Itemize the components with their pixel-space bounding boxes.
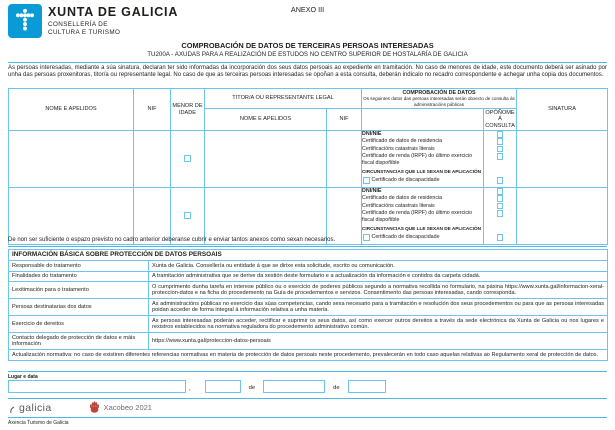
privacy-row [9,316,608,333]
comma-separator: , [189,386,191,392]
comprobacion-title: COMPROBACIÓN DE DATOS [402,90,476,96]
galicia-swoosh-icon [10,402,19,414]
overflow-note: De non ser suficiente o espazo previsto no cadro anterior deberanse cubrir e enviar tantos anexos como sexan necesarios. [8,237,336,243]
titor-nif-cell[interactable] [327,131,362,188]
org-department [48,21,178,36]
footer [10,400,152,415]
comprobacion-spacer-cell [362,108,484,130]
section-divider [8,398,607,399]
privacy-row [9,333,608,350]
privacy-row [9,299,608,316]
oponome-renda-checkbox[interactable] [497,210,504,217]
xacobeo-logo [88,401,152,414]
privacy-table [8,249,608,361]
item-dni-nie: DNI/NIE [362,131,382,138]
agency-name: Axencia Turismo de Galicia [8,420,69,426]
privacy-note: Actualización normativa: no caso de existiren diferentes referencias normativas en materia de protección de datos persoais neste procedemento, prevalecerán en todo caso aquelas relativas ao Regulamento xeral de protección de datos. [9,350,608,361]
titor-nome-cell[interactable] [205,131,327,188]
privacy-label: Exercicio de dereitos [9,316,149,333]
menor-idade-cell [171,188,205,245]
oponome-cell [484,131,517,188]
item-renda: Certificado de renda (IRPF) do último exercicio fiscal dispoñible [362,153,473,167]
discapacidade-label: Certificado de discapacidade [371,234,440,241]
oponome-discapacidade-checkbox[interactable] [497,234,504,241]
menor-idade-checkbox[interactable] [184,155,191,162]
oponome-catastrais-checkbox[interactable] [497,203,504,210]
privacy-label: Contacto delegado de protección de datos e máis información [9,333,149,350]
oponome-renda-checkbox[interactable] [497,153,504,160]
item-catastrais: Certificacións catastrais literais [362,145,435,152]
col-header-oponome: OPÓÑOME Á CONSULTA [485,109,515,129]
discapacidade-label: Certificado de discapacidade [371,177,440,184]
oponome-dni-checkbox[interactable] [497,131,504,138]
anexo-label: ANEXO III [290,5,325,14]
intro-text: As persoas interesadas, mediante a súa sinatura, declaran ter sido informadas da incorporación dos seus datos persoais ao expediente en tramitación. No caso de menores de idade, este documento deberá ser asinado por unha das persoas proxenitoras, titor/a ou representante legal. No caso de que as terceiras persoas interesadas se opoñan a esta consulta, deberán indicalo no recadro correspondente e achegar unha copia dos documentos. [8,65,607,79]
oponome-residencia-checkbox[interactable] [497,138,504,145]
privacy-value: As persoas interesadas poderán acceder, rectificar e suprimir os seus datos, así como exercer outros dereitos a través da sede electrónica da Xunta de Galicia ou nos lugares e rexistros establecidos na normativa reguladora do procedemento administrativo común. [149,316,608,333]
oponome-cell [484,188,517,245]
oponome-discapacidade-checkbox[interactable] [497,177,504,184]
col-header-comprobacion [362,89,517,109]
oponome-dni-checkbox[interactable] [497,188,504,195]
titor-nome-cell[interactable] [205,188,327,245]
col-header-titor-nome: NOME E APELIDOS [205,108,327,130]
privacy-row [9,271,608,282]
privacy-row [9,261,608,272]
interested-person-row-1 [9,131,608,188]
col-header-nif: NIF [134,89,171,131]
privacy-value: A tramitación administrativa que se derive da xestión deste formulario e a actualización da información e contidos da carpeta cidadá. [149,271,608,282]
de-label: de [333,385,340,391]
dept-line-2: CULTURA E TURISMO [48,28,121,36]
discapacidade-item-checkbox[interactable] [363,177,370,184]
titor-nif-cell[interactable] [327,188,362,245]
month-input[interactable] [263,380,325,393]
xacobeo-hand-icon [88,401,101,414]
day-input[interactable] [205,380,241,393]
section-divider [8,62,607,63]
col-header-titor: TITOR/A OU REPRESENTANTE LEGAL [205,89,362,109]
comprobacion-subtitle: Os seguintes datos das persoas interesadas serán obxecto de consulta ás administracións públicas [363,96,515,107]
privacy-label: Finalidades do tratamento [9,271,149,282]
form-procedure-subtitle: TU200A - AXUDAS PARA A REALIZACIÓN DE ESTUDOS NO CENTRO SUPERIOR DE HOSTALARÍA DE GALICIA [147,51,468,58]
oponome-catastrais-checkbox[interactable] [497,146,504,153]
privacy-row [9,282,608,299]
galicia-logo-text: galicia [19,401,52,414]
item-residencia: Certificado de datos de residencia [362,195,443,202]
nif-cell[interactable] [134,131,171,188]
circunstancias-header: CIRCUNSTANCIAS QUE LLE SEXAN DE APLICACIÓN [362,226,482,231]
privacy-url: https://www.xunta.gal/proteccion-datos-persoais [149,333,608,350]
nome-apelidos-cell[interactable] [9,131,134,188]
dept-line-1: CONSELLERÍA DE [48,21,108,28]
de-label: de [248,385,256,391]
place-date-row [8,380,386,393]
discapacidade-item [362,232,483,242]
menor-idade-checkbox[interactable] [184,212,191,219]
nif-cell[interactable] [134,188,171,245]
section-divider [8,417,607,418]
place-input[interactable] [8,380,186,393]
privacy-label: Lexitimación para o tratamento [9,282,149,299]
item-residencia: Certificado de datos de residencia [362,138,443,145]
galicia-logo [10,402,52,414]
year-input[interactable] [348,380,386,393]
discapacidade-item [362,175,483,185]
item-renda: Certificado de renda (IRPF) do último exercicio fiscal dispoñible [362,210,473,224]
menor-idade-cell [171,131,205,188]
form-title: COMPROBACIÓN DE DATOS DE TERCEIRAS PERSOAS INTERESADAS [181,41,434,50]
col-header-sinatura: SINATURA [517,89,608,131]
discapacidade-item-checkbox[interactable] [363,234,370,241]
sinatura-cell[interactable] [517,188,608,245]
item-dni-nie: DNI/NIE [362,188,382,195]
privacy-value: As administracións públicas no exercicio das súas competencias, cando sexa necesario para a tramitación e resolución dos seus procedementos ou para que as persoas interesadas poidan acceder de forma integral á información relativa a unha materia. [149,299,608,316]
privacy-note-row [9,350,608,361]
privacy-label: Persoas destinatarias dos datos [9,299,149,316]
sinatura-cell[interactable] [517,131,608,188]
org-name: XUNTA DE GALICIA [48,5,179,19]
oponome-residencia-checkbox[interactable] [497,195,504,202]
third-parties-table [8,88,608,245]
circunstancias-header: CIRCUNSTANCIAS QUE LLE SEXAN DE APLICACIÓN [362,169,482,174]
comprobacion-items-cell [362,188,484,245]
section-divider [8,246,607,247]
interested-person-row-2 [9,188,608,245]
section-divider [8,371,607,372]
privacy-title: INFORMACIÓN BÁSICA SOBRE PROTECCIÓN DE DATOS PERSOAIS [9,250,608,261]
nome-apelidos-cell[interactable] [9,188,134,245]
item-catastrais: Certificacións catastrais literais [362,202,435,209]
col-header-titor-nif: NIF [327,108,362,130]
comprobacion-items-cell [362,131,484,188]
privacy-value: O cumprimento dunha tarefa en interese público ou o exercicio de poderes públicos segundo a normativa recollida no formulario, na páxina https://www.xunta.gal/informacion-xeral-proteccion-datos e na ficha do procedemento na Guía de procedementos e servizos. Consentimento das persoas interesadas, cando corresponda. [149,282,608,299]
col-header-nome: NOME E APELIDOS [9,89,134,131]
privacy-label: Responsable do tratamento [9,261,149,272]
col-header-menor-idade: MENOR DE IDADE [171,89,205,131]
privacy-value: Xunta de Galicia. Consellería ou entidade á que se dirixe esta solicitude, escrito ou comunicación. [149,261,608,272]
place-date-label: Lugar e data [8,374,38,380]
xacobeo-label: Xacobeo 2021 [103,403,152,412]
